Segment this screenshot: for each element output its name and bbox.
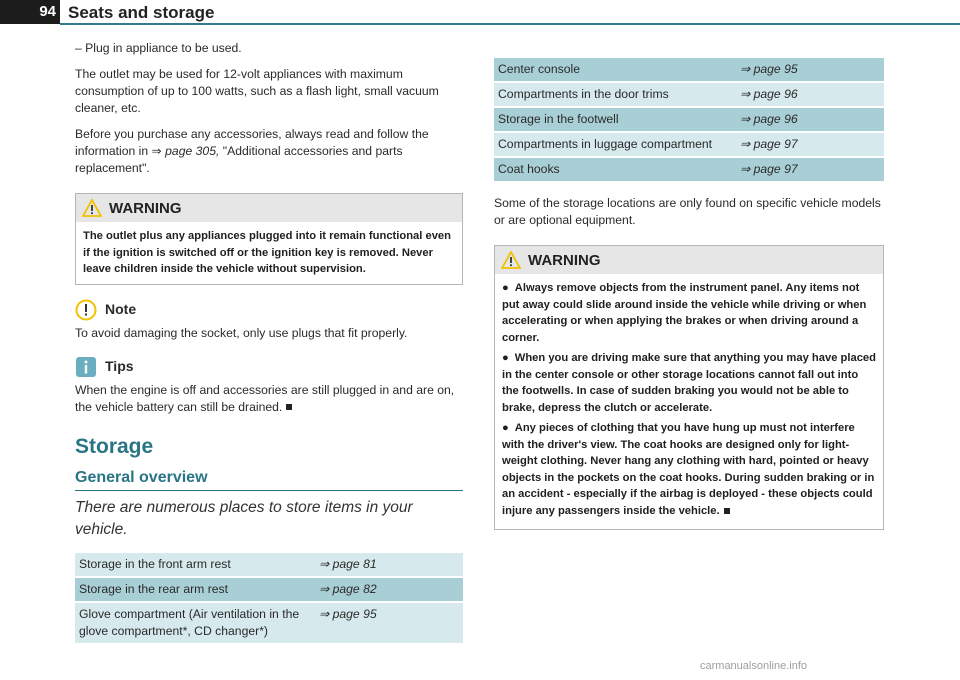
warning-title: WARNING (109, 199, 182, 217)
table-row (494, 158, 884, 181)
left-column (75, 40, 463, 645)
warning-triangle-icon (501, 251, 521, 269)
warning-triangle-icon (82, 199, 102, 217)
page-ref-link[interactable]: ⇒ page 81 (315, 553, 463, 576)
end-of-section-icon (286, 404, 292, 410)
paragraph-outlet: The outlet may be used for 12-volt appliances with maximum consumption of up to 100 watts, such as a flash light, small vacuum cleaner, etc. (75, 67, 439, 115)
instruction-step: – Plug in appliance to be used. (75, 41, 242, 55)
warning-text: The outlet plus any appliances plugged into it remain functional even if the ignition is switched off or the ignition key is removed. Never leave children inside the vehicle without supervision. (83, 230, 451, 275)
lead-text: There are numerous places to store items in your vehicle. (75, 498, 413, 538)
paragraph-accessories (75, 126, 463, 177)
bullet-icon: ● (502, 422, 509, 434)
table-cell-label: Compartments in luggage compartment (494, 133, 736, 156)
table-row (75, 578, 463, 601)
warning-bullet-text: When you are driving make sure that anything you may have placed in the center console or other storage locations cannot fall out into the footwells. In case of sudden braking you would not be able to brake, depress the clutch or accelerate. (502, 352, 876, 414)
tips-text: When the engine is off and accessories are still plugged in and are on, the vehicle battery can still be drained. (75, 382, 455, 414)
page-ref-link[interactable]: ⇒ page 96 (736, 83, 884, 106)
section-title: Seats and storage (68, 3, 215, 22)
accessories-pre: Before you purchase any accessories, always read and follow the information in ⇒ (75, 127, 429, 158)
table-cell-label: Glove compartment (Air ventilation in the glove compartment*, CD changer*) (75, 603, 315, 643)
warning-bullet (502, 280, 876, 346)
exclamation-circle-icon (75, 299, 97, 321)
tips-paragraph (75, 382, 463, 416)
storage-heading: Storage (75, 434, 154, 458)
warning-header (76, 194, 462, 222)
warning-header (495, 246, 883, 274)
storage-table-left (75, 551, 463, 645)
warning-box (494, 245, 884, 530)
page-header (0, 0, 960, 26)
header-rule (60, 23, 960, 25)
bullet-icon: ● (502, 282, 509, 294)
page-ref-link[interactable]: ⇒ page 97 (736, 158, 884, 181)
warning-list (495, 274, 883, 529)
accessories-post: "Additional accessories and parts replacement". (75, 144, 403, 175)
warning-title: WARNING (528, 251, 601, 269)
table-cell-label: Storage in the footwell (494, 108, 736, 131)
warning-bullet-text: Always remove objects from the instrument panel. Any items not put away could slide around inside the vehicle while driving or when accelerating or when applying the brakes or when driving around a corner. (502, 282, 867, 344)
page-ref-link[interactable]: ⇒ page 95 (736, 58, 884, 81)
table-row (75, 553, 463, 576)
storage-table-right (494, 56, 884, 183)
paragraph-optional: Some of the storage locations are only found on specific vehicle models or are optional equipment. (494, 196, 881, 227)
tips-header (75, 356, 463, 378)
info-icon (75, 356, 97, 378)
note-header (75, 299, 463, 321)
tips-title: Tips (105, 358, 134, 374)
table-cell-label: Compartments in the door trims (494, 83, 736, 106)
watermark: carmanualsonline.info (700, 660, 808, 672)
table-row (494, 133, 884, 156)
table-row (494, 108, 884, 131)
general-overview-heading: General overview (75, 469, 463, 491)
warning-box (75, 193, 463, 285)
page-ref-link[interactable]: ⇒ page 96 (736, 108, 884, 131)
note-text: To avoid damaging the socket, only use plugs that fit properly. (75, 325, 408, 340)
table-cell-label: Center console (494, 58, 736, 81)
table-row (75, 603, 463, 643)
table-cell-label: Storage in the front arm rest (75, 553, 315, 576)
warning-bullet-text: Any pieces of clothing that you have hung up must not interfere with the driver's view. The coat hooks are designed only for light-weight clothing. Never hang any clothing with hard, pointed or heavy objects in the pockets on the coat hooks. During sudden braking or in an accident - especially if the airbag is deployed - these objects could injure any passengers inside the vehicle. (502, 422, 875, 517)
warning-bullet (502, 350, 876, 416)
table-cell-label: Storage in the rear arm rest (75, 578, 315, 601)
page-number: 94 (0, 0, 60, 24)
bullet-icon: ● (502, 352, 509, 364)
end-of-section-icon (724, 508, 730, 514)
note-title: Note (105, 301, 137, 317)
warning-bullet (502, 420, 876, 519)
right-column (494, 56, 884, 530)
page-ref-link[interactable]: ⇒ page 95 (315, 603, 463, 643)
table-cell-label: Coat hooks (494, 158, 736, 181)
table-row (494, 83, 884, 106)
table-row (494, 58, 884, 81)
page-ref-link[interactable]: ⇒ page 82 (315, 578, 463, 601)
page-ref-link[interactable]: page 305, (165, 144, 220, 158)
page-ref-link[interactable]: ⇒ page 97 (736, 133, 884, 156)
